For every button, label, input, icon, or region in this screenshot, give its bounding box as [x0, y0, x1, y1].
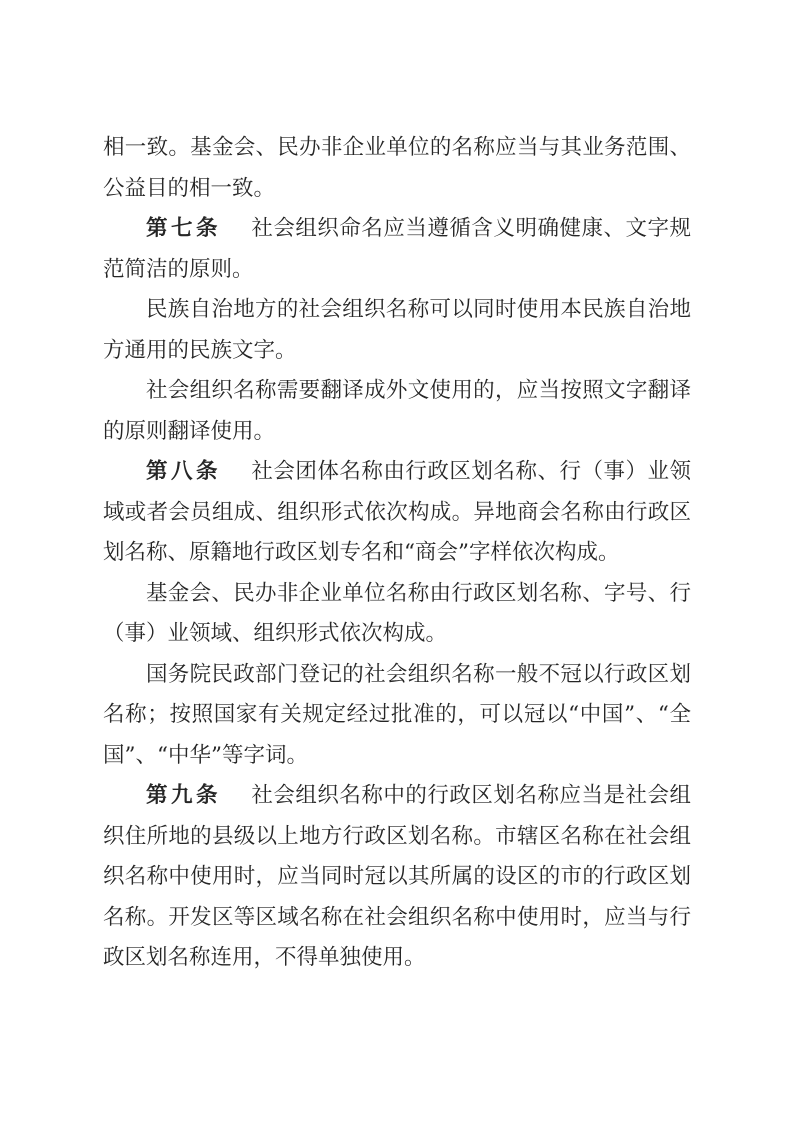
paragraph-text: 社会团体名称由行政区划名称、行（事）业领域或者会员组成、组织形式依次构成。异地商会名称由行政区划名称、原籍地行政区划专名和“商会”字样依次构成。 [103, 459, 691, 565]
paragraph [103, 574, 691, 655]
paragraph [103, 290, 691, 371]
article-number: 第九条 [146, 783, 222, 808]
document-body [103, 128, 691, 979]
article-number: 第八条 [146, 459, 222, 484]
article-number: 第七条 [146, 216, 222, 241]
paragraph [103, 209, 691, 290]
paragraph [103, 655, 691, 777]
paragraph-text: 社会组织名称需要翻译成外文使用的，应当按照文字翻译的原则翻译使用。 [103, 378, 691, 444]
paragraph-text: 相一致。基金会、民办非企业单位的名称应当与其业务范围、公益目的相一致。 [103, 135, 691, 201]
paragraph-text: 社会组织命名应当遵循含义明确健康、文字规范简洁的原则。 [103, 216, 691, 282]
paragraph-text: 国务院民政部门登记的社会组织名称一般不冠以行政区划名称；按照国家有关规定经过批准的，可以冠以“中国”、“全国”、“中华”等字词。 [103, 661, 691, 768]
paragraph [103, 371, 691, 452]
paragraph [103, 776, 691, 979]
paragraph-text: 基金会、民办非企业单位名称由行政区划名称、字号、行（事）业领域、组织形式依次构成。 [103, 580, 691, 646]
paragraph [103, 128, 691, 209]
paragraph-text: 民族自治地方的社会组织名称可以同时使用本民族自治地方通用的民族文字。 [103, 297, 691, 363]
paragraph-text: 社会组织名称中的行政区划名称应当是社会组织住所地的县级以上地方行政区划名称。市辖区名称在社会组织名称中使用时，应当同时冠以其所属的设区的市的行政区划名称。开发区等区域名称在社会组织名称中使用时，应当与行政区划名称连用，不得单独使用。 [103, 783, 691, 970]
paragraph [103, 452, 691, 574]
